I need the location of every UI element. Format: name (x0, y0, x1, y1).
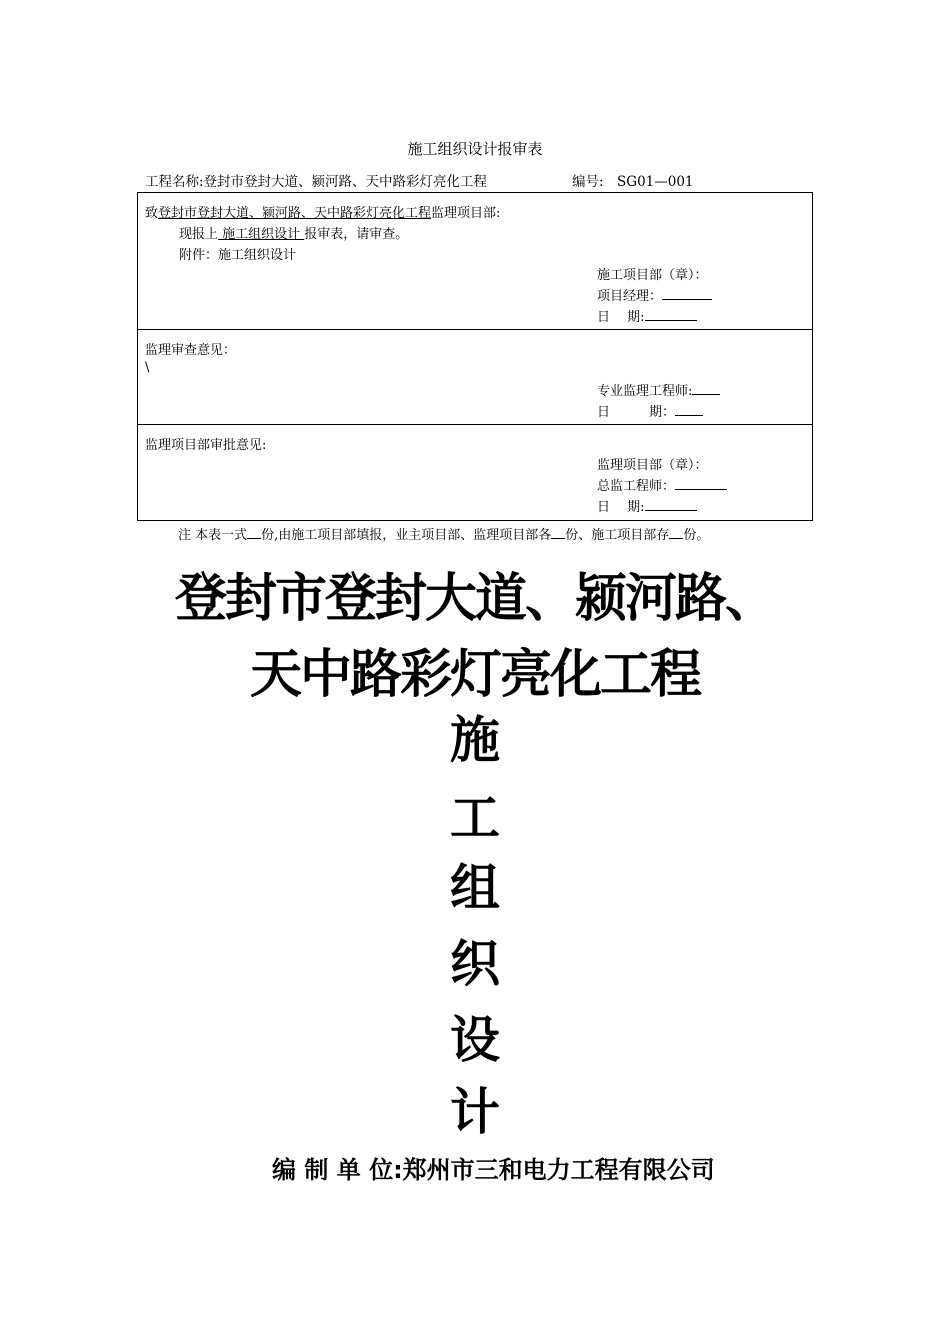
engineer-line (597, 380, 720, 399)
doc-type-char-4: 织 (450, 934, 500, 993)
note-part-4: 份。 (683, 528, 710, 543)
note-label: 注 (178, 528, 192, 543)
note-part-2: 份,由施工项目部填报，业主项目部、监理项目部各 (261, 528, 552, 543)
date-blank-2 (675, 403, 703, 416)
project-manager-label: 项目经理： (597, 289, 663, 304)
addressee-prefix: 致 (145, 206, 159, 221)
doc-type-char-3: 组 (450, 858, 500, 917)
note-blank-2 (551, 526, 565, 539)
project-manager-blank (662, 287, 712, 300)
review-mark: \ (145, 360, 150, 375)
note-blank-1 (247, 526, 261, 539)
form-title: 施工组织设计报审表 (407, 140, 543, 158)
date-blank-3 (645, 498, 697, 511)
attachment-line: 附件：施工组织设计 (179, 248, 297, 263)
organization-line: 编 制 单 位:郑州市三和电力工程有限公司 (272, 1156, 715, 1184)
report-item: 施工组织设计 (218, 227, 305, 242)
engineer-blank (692, 382, 720, 395)
doc-type-char-5: 设 (450, 1010, 500, 1069)
note-part-3: 份、施工项目部存 (565, 528, 670, 543)
chief-engineer-line (597, 475, 727, 494)
project-manager-line (597, 285, 712, 304)
date-line-2 (597, 401, 703, 420)
date-label-2: 日 期： (597, 405, 676, 420)
submission-section (137, 192, 813, 330)
review-section (137, 329, 813, 425)
report-line (179, 223, 408, 242)
cover-title-line-1: 登封市登封大道、颍河路、 (174, 568, 775, 629)
approval-section (137, 424, 813, 521)
note-part-1: 本表一式 (191, 528, 248, 543)
report-prefix: 现报上 (179, 227, 219, 242)
cover-title-line-2: 天中路彩灯亮化工程 (249, 644, 700, 705)
addressee-suffix: 监理项目部: (431, 206, 501, 221)
construction-dept-seal: 施工项目部（章）： (597, 268, 708, 283)
note-blank-3 (669, 526, 683, 539)
report-suffix: 报审表，请审查。 (304, 227, 409, 242)
addressee-name: 登封市登封大道、颍河路、天中路彩灯亮化工程 (158, 206, 432, 221)
doc-type-char-6: 计 (450, 1082, 500, 1141)
addressee-line (145, 202, 500, 221)
doc-type-char-1: 施 (450, 710, 500, 769)
chief-engineer-label: 总监工程师： (597, 479, 676, 494)
date-label-1: 日 期: (597, 310, 645, 325)
approval-heading: 监理项目部审批意见: (145, 438, 267, 453)
doc-type-char-2: 工 (450, 788, 500, 847)
engineer-label: 专业监理工程师: (597, 384, 693, 399)
project-name: 工程名称:登封市登封大道、颍河路、天中路彩灯亮化工程 (145, 174, 488, 190)
date-line-3 (597, 496, 697, 515)
date-line-1 (597, 306, 697, 325)
form-note (178, 524, 709, 543)
chief-engineer-blank (675, 477, 727, 490)
form-number: 编号: SG01—001 (572, 174, 694, 190)
supervision-dept-seal: 监理项目部（章）： (597, 458, 708, 473)
date-label-3: 日 期: (597, 500, 645, 515)
date-blank-1 (645, 308, 697, 321)
review-heading: 监理审查意见： (145, 343, 237, 358)
